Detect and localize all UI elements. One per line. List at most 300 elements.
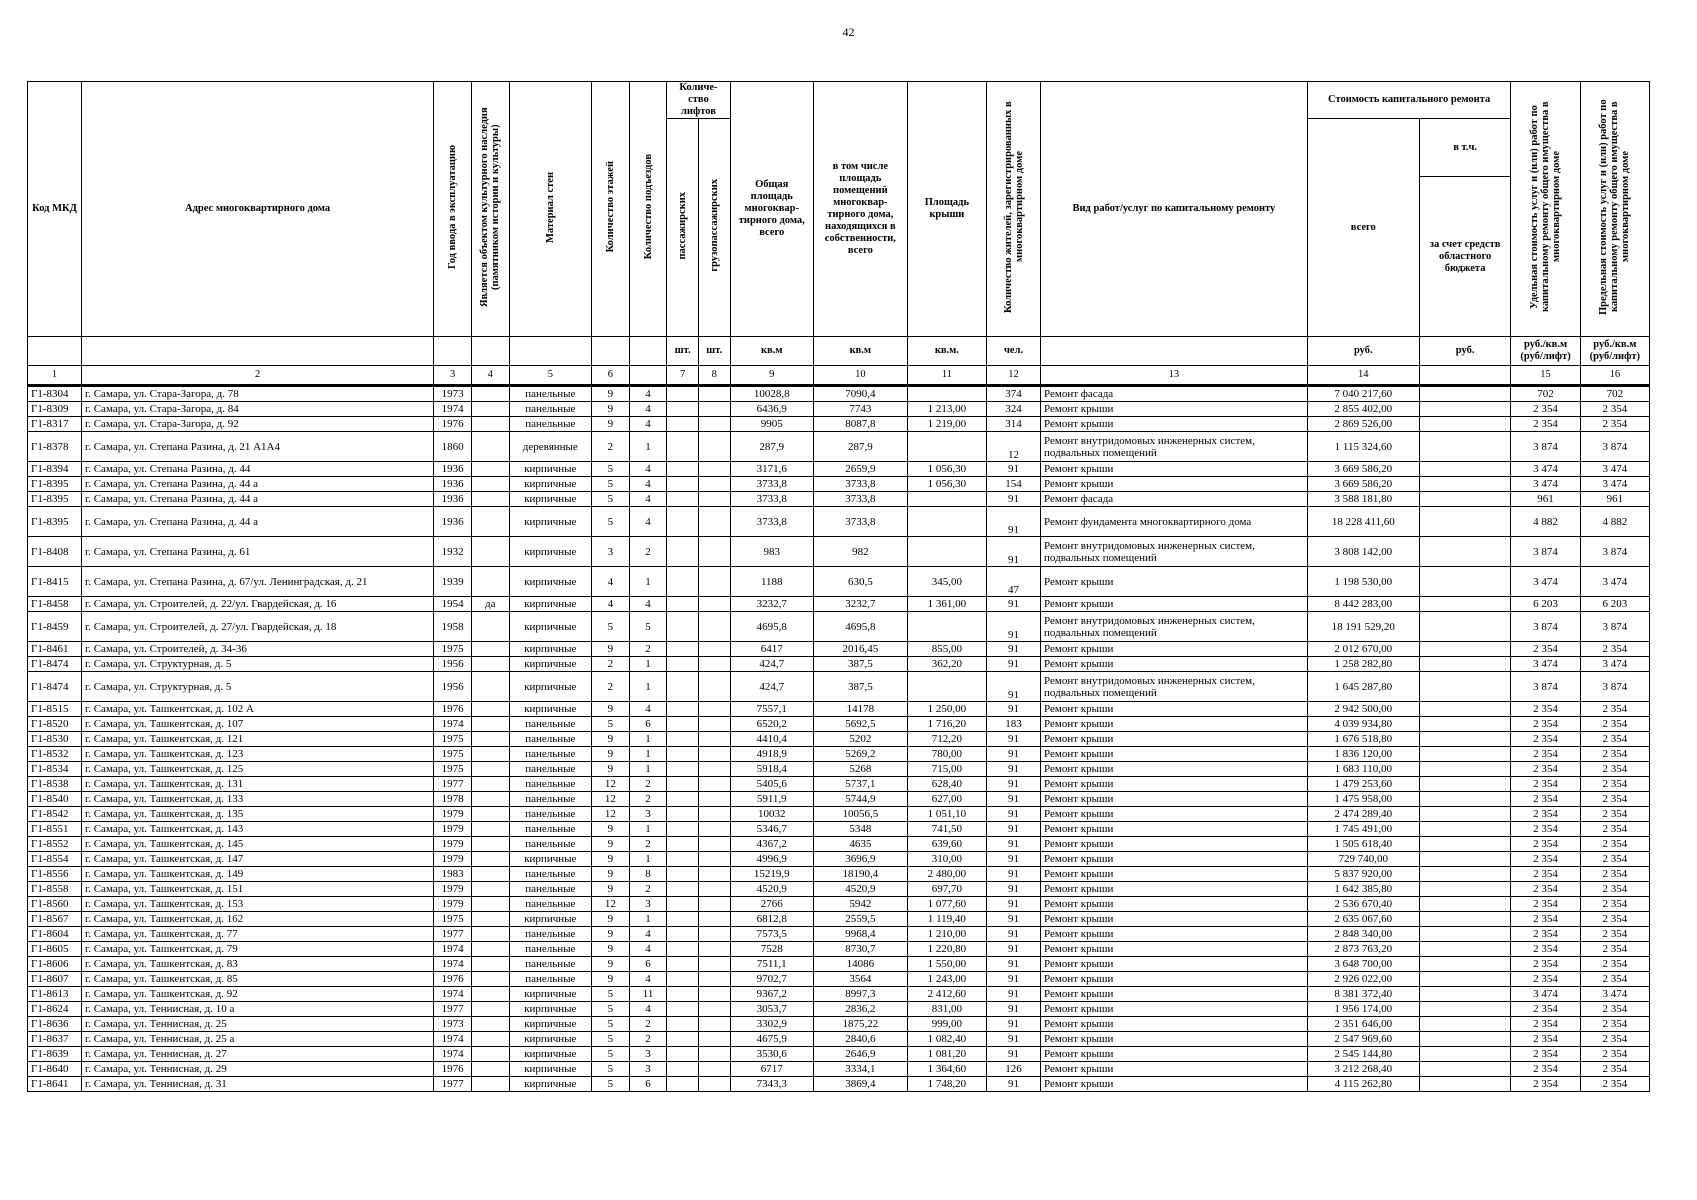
cell-roof-area: 1 219,00 bbox=[907, 417, 986, 432]
cell-year: 1958 bbox=[434, 612, 472, 642]
cell-year: 1977 bbox=[434, 1077, 472, 1092]
cell-unit-cost: 2 354 bbox=[1511, 747, 1580, 762]
cell-lifts-cargo bbox=[698, 567, 730, 597]
table-body bbox=[28, 386, 1650, 1092]
cell-lifts-passenger bbox=[667, 732, 699, 747]
cell-entrances: 4 bbox=[629, 972, 667, 987]
cell-wall-material: кирпичные bbox=[509, 657, 591, 672]
table-row bbox=[28, 477, 1650, 492]
cell-residents: 374 bbox=[987, 386, 1041, 402]
cell-work-type: Ремонт крыши bbox=[1041, 732, 1308, 747]
cell-code: Г1-8395 bbox=[28, 507, 82, 537]
cell-wall-material: кирпичные bbox=[509, 1017, 591, 1032]
cell-residents: 91 bbox=[987, 822, 1041, 837]
cell-work-type: Ремонт крыши bbox=[1041, 942, 1308, 957]
cell-residents: 91 bbox=[987, 837, 1041, 852]
cell-cost-regional bbox=[1419, 912, 1511, 927]
cell-entrances: 3 bbox=[629, 807, 667, 822]
cell-cost-regional bbox=[1419, 702, 1511, 717]
cell-floors: 9 bbox=[592, 702, 630, 717]
cell-floors: 5 bbox=[592, 1017, 630, 1032]
cell-entrances: 3 bbox=[629, 1047, 667, 1062]
cell-work-type: Ремонт крыши bbox=[1041, 657, 1308, 672]
cell-floors: 5 bbox=[592, 507, 630, 537]
cell-lifts-cargo bbox=[698, 927, 730, 942]
cell-address: г. Самара, ул. Ташкентская, д. 77 bbox=[81, 927, 433, 942]
cell-heritage bbox=[471, 612, 509, 642]
cell-total-area: 424,7 bbox=[730, 672, 813, 702]
cell-address: г. Самара, ул. Степана Разина, д. 44 а bbox=[81, 507, 433, 537]
cell-heritage bbox=[471, 672, 509, 702]
table-row bbox=[28, 837, 1650, 852]
cell-entrances: 4 bbox=[629, 402, 667, 417]
cell-cost-total: 4 115 262,80 bbox=[1307, 1077, 1419, 1092]
cell-total-area: 424,7 bbox=[730, 657, 813, 672]
cell-wall-material: кирпичные bbox=[509, 912, 591, 927]
cell-lifts-passenger bbox=[667, 657, 699, 672]
cell-code: Г1-8408 bbox=[28, 537, 82, 567]
cell-lifts-passenger bbox=[667, 567, 699, 597]
column-number: 15 bbox=[1511, 366, 1580, 386]
cell-total-area: 7528 bbox=[730, 942, 813, 957]
cell-lifts-cargo bbox=[698, 402, 730, 417]
cell-year: 1979 bbox=[434, 882, 472, 897]
cell-floors: 5 bbox=[592, 612, 630, 642]
column-number: 2 bbox=[81, 366, 433, 386]
cell-wall-material: панельные bbox=[509, 957, 591, 972]
cell-total-area: 4996,9 bbox=[730, 852, 813, 867]
cell-work-type: Ремонт крыши bbox=[1041, 597, 1308, 612]
header-cost-total: всего bbox=[1307, 119, 1419, 337]
cell-limit-cost: 2 354 bbox=[1580, 702, 1649, 717]
table-row bbox=[28, 492, 1650, 507]
cell-total-area: 6417 bbox=[730, 642, 813, 657]
cell-year: 1979 bbox=[434, 897, 472, 912]
header-floors: Количество этажей bbox=[592, 82, 630, 337]
table-row bbox=[28, 537, 1650, 567]
cell-total-area: 4918,9 bbox=[730, 747, 813, 762]
cell-cost-total: 1 258 282,80 bbox=[1307, 657, 1419, 672]
cell-code: Г1-8461 bbox=[28, 642, 82, 657]
table-row bbox=[28, 822, 1650, 837]
cell-roof-area bbox=[907, 537, 986, 567]
cell-address: г. Самара, ул. Ташкентская, д. 145 bbox=[81, 837, 433, 852]
cell-entrances: 2 bbox=[629, 537, 667, 567]
cell-limit-cost: 2 354 bbox=[1580, 1062, 1649, 1077]
cell-address: г. Самара, ул. Структурная, д. 5 bbox=[81, 672, 433, 702]
table-row bbox=[28, 462, 1650, 477]
cell-lifts-cargo bbox=[698, 417, 730, 432]
cell-floors: 9 bbox=[592, 822, 630, 837]
table-row bbox=[28, 1002, 1650, 1017]
cell-residents: 91 bbox=[987, 762, 1041, 777]
cell-lifts-cargo bbox=[698, 912, 730, 927]
cell-owned-area: 2836,2 bbox=[814, 1002, 908, 1017]
cell-limit-cost: 2 354 bbox=[1580, 927, 1649, 942]
cell-floors: 9 bbox=[592, 402, 630, 417]
cell-address: г. Самара, ул. Ташкентская, д. 153 bbox=[81, 897, 433, 912]
cell-heritage bbox=[471, 927, 509, 942]
cell-entrances: 2 bbox=[629, 642, 667, 657]
cell-residents: 91 bbox=[987, 1047, 1041, 1062]
cell-lifts-passenger bbox=[667, 927, 699, 942]
header-cost-incl: в т.ч. bbox=[1419, 119, 1511, 177]
cell-wall-material: панельные bbox=[509, 402, 591, 417]
cell-year: 1977 bbox=[434, 777, 472, 792]
cell-owned-area: 8730,7 bbox=[814, 942, 908, 957]
cell-work-type: Ремонт крыши bbox=[1041, 642, 1308, 657]
cell-code: Г1-8605 bbox=[28, 942, 82, 957]
cell-address: г. Самара, ул. Ташкентская, д. 107 bbox=[81, 717, 433, 732]
cell-code: Г1-8458 bbox=[28, 597, 82, 612]
cell-wall-material: кирпичные bbox=[509, 1047, 591, 1062]
cell-code: Г1-8636 bbox=[28, 1017, 82, 1032]
cell-heritage bbox=[471, 732, 509, 747]
cell-limit-cost: 3 474 bbox=[1580, 657, 1649, 672]
unit-residents: чел. bbox=[987, 337, 1041, 366]
cell-wall-material: панельные bbox=[509, 807, 591, 822]
cell-cost-regional bbox=[1419, 747, 1511, 762]
cell-code: Г1-8552 bbox=[28, 837, 82, 852]
cell-owned-area: 2659,9 bbox=[814, 462, 908, 477]
cell-address: г. Самара, ул. Строителей, д. 27/ул. Гвардейская, д. 18 bbox=[81, 612, 433, 642]
cell-unit-cost: 3 474 bbox=[1511, 462, 1580, 477]
cell-total-area: 3232,7 bbox=[730, 597, 813, 612]
cell-address: г. Самара, ул. Стара-Загора, д. 78 bbox=[81, 386, 433, 402]
cell-lifts-passenger bbox=[667, 972, 699, 987]
cell-year: 1932 bbox=[434, 537, 472, 567]
cell-work-type: Ремонт крыши bbox=[1041, 1062, 1308, 1077]
cell-unit-cost: 2 354 bbox=[1511, 642, 1580, 657]
header-lifts: Количе-ство лифтов bbox=[667, 82, 730, 119]
cell-limit-cost: 2 354 bbox=[1580, 1032, 1649, 1047]
cell-total-area: 3733,8 bbox=[730, 492, 813, 507]
cell-residents: 47 bbox=[987, 567, 1041, 597]
table-row bbox=[28, 957, 1650, 972]
cell-roof-area bbox=[907, 432, 986, 462]
cell-limit-cost: 2 354 bbox=[1580, 417, 1649, 432]
cell-year: 1975 bbox=[434, 732, 472, 747]
header-lifts-cargo: грузопассажирских bbox=[698, 119, 730, 337]
cell-address: г. Самара, ул. Ташкентская, д. 121 bbox=[81, 732, 433, 747]
cell-address: г. Самара, ул. Стара-Загора, д. 84 bbox=[81, 402, 433, 417]
cell-unit-cost: 2 354 bbox=[1511, 1017, 1580, 1032]
header-total-area: Общая площадь многоквар-тирного дома, всего bbox=[730, 82, 813, 337]
cell-work-type: Ремонт крыши bbox=[1041, 402, 1308, 417]
cell-year: 1976 bbox=[434, 702, 472, 717]
cell-work-type: Ремонт крыши bbox=[1041, 972, 1308, 987]
table-row bbox=[28, 717, 1650, 732]
cell-lifts-cargo bbox=[698, 492, 730, 507]
cell-owned-area: 5942 bbox=[814, 897, 908, 912]
cell-wall-material: кирпичные bbox=[509, 507, 591, 537]
cell-code: Г1-8641 bbox=[28, 1077, 82, 1092]
cell-lifts-cargo bbox=[698, 657, 730, 672]
cell-unit-cost: 2 354 bbox=[1511, 957, 1580, 972]
cell-wall-material: кирпичные bbox=[509, 672, 591, 702]
cell-work-type: Ремонт крыши bbox=[1041, 912, 1308, 927]
cell-cost-total: 1 836 120,00 bbox=[1307, 747, 1419, 762]
cell-work-type: Ремонт крыши bbox=[1041, 717, 1308, 732]
cell-unit-cost: 2 354 bbox=[1511, 762, 1580, 777]
cell-limit-cost: 2 354 bbox=[1580, 807, 1649, 822]
cell-limit-cost: 2 354 bbox=[1580, 972, 1649, 987]
cell-owned-area: 10056,5 bbox=[814, 807, 908, 822]
cell-wall-material: кирпичные bbox=[509, 702, 591, 717]
cell-heritage bbox=[471, 852, 509, 867]
cell-wall-material: кирпичные bbox=[509, 987, 591, 1002]
cell-heritage bbox=[471, 492, 509, 507]
cell-roof-area: 1 250,00 bbox=[907, 702, 986, 717]
cell-roof-area bbox=[907, 672, 986, 702]
cell-residents: 91 bbox=[987, 897, 1041, 912]
column-number: 16 bbox=[1580, 366, 1649, 386]
cell-work-type: Ремонт крыши bbox=[1041, 462, 1308, 477]
cell-roof-area: 310,00 bbox=[907, 852, 986, 867]
column-number: 14 bbox=[1307, 366, 1419, 386]
cell-cost-regional bbox=[1419, 386, 1511, 402]
cell-entrances: 4 bbox=[629, 492, 667, 507]
cell-residents: 91 bbox=[987, 537, 1041, 567]
cell-heritage bbox=[471, 957, 509, 972]
cell-lifts-cargo bbox=[698, 612, 730, 642]
cell-address: г. Самара, ул. Ташкентская, д. 79 bbox=[81, 942, 433, 957]
cell-owned-area: 387,5 bbox=[814, 657, 908, 672]
cell-year: 1974 bbox=[434, 402, 472, 417]
cell-heritage bbox=[471, 1017, 509, 1032]
cell-cost-regional bbox=[1419, 402, 1511, 417]
cell-owned-area: 5692,5 bbox=[814, 717, 908, 732]
cell-heritage bbox=[471, 462, 509, 477]
cell-owned-area: 7743 bbox=[814, 402, 908, 417]
cell-floors: 5 bbox=[592, 1002, 630, 1017]
header-limit-cost: Предельная стоимость услуг и (или) работ по капитальному ремонту общего имущества в многоквартирном доме bbox=[1580, 82, 1649, 337]
cell-limit-cost: 2 354 bbox=[1580, 402, 1649, 417]
cell-lifts-passenger bbox=[667, 942, 699, 957]
cell-unit-cost: 2 354 bbox=[1511, 882, 1580, 897]
cell-cost-total: 1 645 287,80 bbox=[1307, 672, 1419, 702]
cell-lifts-cargo bbox=[698, 642, 730, 657]
cell-address: г. Самара, ул. Ташкентская, д. 151 bbox=[81, 882, 433, 897]
cell-unit-cost: 702 bbox=[1511, 386, 1580, 402]
cell-heritage bbox=[471, 477, 509, 492]
cell-code: Г1-8637 bbox=[28, 1032, 82, 1047]
cell-unit-cost: 2 354 bbox=[1511, 927, 1580, 942]
cell-unit-cost: 3 474 bbox=[1511, 657, 1580, 672]
cell-residents: 91 bbox=[987, 777, 1041, 792]
cell-work-type: Ремонт фасада bbox=[1041, 386, 1308, 402]
cell-owned-area: 2559,5 bbox=[814, 912, 908, 927]
cell-residents: 126 bbox=[987, 1062, 1041, 1077]
cell-code: Г1-8538 bbox=[28, 777, 82, 792]
cell-limit-cost: 2 354 bbox=[1580, 837, 1649, 852]
cell-work-type: Ремонт крыши bbox=[1041, 807, 1308, 822]
cell-year: 1978 bbox=[434, 792, 472, 807]
column-number: 8 bbox=[698, 366, 730, 386]
cell-floors: 12 bbox=[592, 792, 630, 807]
cell-owned-area: 3334,1 bbox=[814, 1062, 908, 1077]
column-number: 9 bbox=[730, 366, 813, 386]
cell-lifts-cargo bbox=[698, 942, 730, 957]
header-lifts-passenger: пассажирских bbox=[667, 119, 699, 337]
cell-unit-cost: 2 354 bbox=[1511, 1047, 1580, 1062]
cell-work-type: Ремонт внутридомовых инженерных систем, подвальных помещений bbox=[1041, 432, 1308, 462]
cell-heritage bbox=[471, 717, 509, 732]
cell-floors: 9 bbox=[592, 942, 630, 957]
cell-owned-area: 8997,3 bbox=[814, 987, 908, 1002]
cell-roof-area: 831,00 bbox=[907, 1002, 986, 1017]
cell-entrances: 4 bbox=[629, 417, 667, 432]
cell-cost-total: 2 536 670,40 bbox=[1307, 897, 1419, 912]
cell-floors: 5 bbox=[592, 1047, 630, 1062]
cell-residents: 91 bbox=[987, 852, 1041, 867]
header-work-type: Вид работ/услуг по капитальному ремонту bbox=[1041, 82, 1308, 337]
cell-residents: 91 bbox=[987, 462, 1041, 477]
cell-lifts-cargo bbox=[698, 732, 730, 747]
cell-work-type: Ремонт фасада bbox=[1041, 492, 1308, 507]
cell-limit-cost: 2 354 bbox=[1580, 912, 1649, 927]
cell-address: г. Самара, ул. Ташкентская, д. 83 bbox=[81, 957, 433, 972]
cell-floors: 9 bbox=[592, 912, 630, 927]
cell-address: г. Самара, ул. Степана Разина, д. 61 bbox=[81, 537, 433, 567]
cell-residents: 91 bbox=[987, 972, 1041, 987]
cell-limit-cost: 2 354 bbox=[1580, 732, 1649, 747]
cell-address: г. Самара, ул. Строителей, д. 22/ул. Гвардейская, д. 16 bbox=[81, 597, 433, 612]
cell-work-type: Ремонт крыши bbox=[1041, 1077, 1308, 1092]
cell-lifts-passenger bbox=[667, 1062, 699, 1077]
cell-lifts-cargo bbox=[698, 897, 730, 912]
cell-heritage bbox=[471, 762, 509, 777]
cell-heritage bbox=[471, 537, 509, 567]
table-row bbox=[28, 672, 1650, 702]
unit-entrances bbox=[629, 337, 667, 366]
cell-cost-total: 3 648 700,00 bbox=[1307, 957, 1419, 972]
cell-year: 1977 bbox=[434, 927, 472, 942]
cell-owned-area: 3869,4 bbox=[814, 1077, 908, 1092]
cell-limit-cost: 4 882 bbox=[1580, 507, 1649, 537]
cell-cost-total: 2 848 340,00 bbox=[1307, 927, 1419, 942]
table-row bbox=[28, 1047, 1650, 1062]
cell-lifts-passenger bbox=[667, 462, 699, 477]
table-row bbox=[28, 912, 1650, 927]
cell-residents: 91 bbox=[987, 792, 1041, 807]
cell-address: г. Самара, ул. Ташкентская, д. 85 bbox=[81, 972, 433, 987]
cell-heritage bbox=[471, 882, 509, 897]
unit-wall bbox=[509, 337, 591, 366]
cell-year: 1936 bbox=[434, 477, 472, 492]
cell-wall-material: панельные bbox=[509, 972, 591, 987]
cell-heritage bbox=[471, 507, 509, 537]
cell-wall-material: кирпичные bbox=[509, 1077, 591, 1092]
cell-lifts-passenger bbox=[667, 432, 699, 462]
cell-residents: 91 bbox=[987, 642, 1041, 657]
cell-total-area: 5346,7 bbox=[730, 822, 813, 837]
cell-lifts-passenger bbox=[667, 537, 699, 567]
cell-unit-cost: 2 354 bbox=[1511, 1077, 1580, 1092]
cell-cost-total: 7 040 217,60 bbox=[1307, 386, 1419, 402]
cell-lifts-passenger bbox=[667, 822, 699, 837]
cell-owned-area: 4695,8 bbox=[814, 612, 908, 642]
cell-year: 1976 bbox=[434, 1062, 472, 1077]
cell-lifts-passenger bbox=[667, 672, 699, 702]
cell-code: Г1-8607 bbox=[28, 972, 82, 987]
cell-roof-area: 627,00 bbox=[907, 792, 986, 807]
cell-limit-cost: 961 bbox=[1580, 492, 1649, 507]
table-row bbox=[28, 897, 1650, 912]
cell-floors: 3 bbox=[592, 537, 630, 567]
column-number: 10 bbox=[814, 366, 908, 386]
cell-cost-regional bbox=[1419, 837, 1511, 852]
cell-total-area: 6717 bbox=[730, 1062, 813, 1077]
cell-total-area: 1188 bbox=[730, 567, 813, 597]
cell-work-type: Ремонт крыши bbox=[1041, 747, 1308, 762]
cell-residents: 91 bbox=[987, 702, 1041, 717]
cell-total-area: 3302,9 bbox=[730, 1017, 813, 1032]
cell-lifts-passenger bbox=[667, 386, 699, 402]
cell-code: Г1-8415 bbox=[28, 567, 82, 597]
cell-wall-material: кирпичные bbox=[509, 1002, 591, 1017]
cell-wall-material: кирпичные bbox=[509, 1032, 591, 1047]
cell-address: г. Самара, ул. Степана Разина, д. 44 а bbox=[81, 492, 433, 507]
cell-wall-material: кирпичные bbox=[509, 462, 591, 477]
cell-residents: 91 bbox=[987, 1077, 1041, 1092]
cell-limit-cost: 2 354 bbox=[1580, 897, 1649, 912]
cell-total-area: 4695,8 bbox=[730, 612, 813, 642]
cell-year: 1977 bbox=[434, 1002, 472, 1017]
cell-code: Г1-8474 bbox=[28, 657, 82, 672]
cell-lifts-cargo bbox=[698, 957, 730, 972]
cell-cost-total: 18 228 411,60 bbox=[1307, 507, 1419, 537]
header-roof-area: Площадь крыши bbox=[907, 82, 986, 337]
cell-lifts-passenger bbox=[667, 837, 699, 852]
cell-code: Г1-8309 bbox=[28, 402, 82, 417]
cell-lifts-passenger bbox=[667, 1077, 699, 1092]
cell-cost-regional bbox=[1419, 597, 1511, 612]
cell-limit-cost: 2 354 bbox=[1580, 957, 1649, 972]
cell-floors: 9 bbox=[592, 732, 630, 747]
cell-address: г. Самара, ул. Теннисная, д. 25 а bbox=[81, 1032, 433, 1047]
cell-lifts-cargo bbox=[698, 807, 730, 822]
cell-heritage bbox=[471, 837, 509, 852]
cell-address: г. Самара, ул. Степана Разина, д. 21 А1А4 bbox=[81, 432, 433, 462]
cell-entrances: 4 bbox=[629, 477, 667, 492]
cell-cost-total: 2 635 067,60 bbox=[1307, 912, 1419, 927]
cell-code: Г1-8551 bbox=[28, 822, 82, 837]
cell-entrances: 6 bbox=[629, 1077, 667, 1092]
cell-floors: 9 bbox=[592, 642, 630, 657]
cell-floors: 2 bbox=[592, 432, 630, 462]
cell-limit-cost: 2 354 bbox=[1580, 762, 1649, 777]
cell-lifts-passenger bbox=[667, 477, 699, 492]
cell-code: Г1-8459 bbox=[28, 612, 82, 642]
cell-cost-regional bbox=[1419, 807, 1511, 822]
cell-unit-cost: 2 354 bbox=[1511, 702, 1580, 717]
cell-work-type: Ремонт крыши bbox=[1041, 957, 1308, 972]
unit-year bbox=[434, 337, 472, 366]
cell-owned-area: 5269,2 bbox=[814, 747, 908, 762]
cell-residents: 91 bbox=[987, 597, 1041, 612]
cell-lifts-cargo bbox=[698, 1032, 730, 1047]
cell-work-type: Ремонт крыши bbox=[1041, 1017, 1308, 1032]
header-owned-area: в том числе площадь помещений многоквар-тирного дома, находящихся в собственности, всего bbox=[814, 82, 908, 337]
cell-entrances: 4 bbox=[629, 597, 667, 612]
cell-total-area: 5918,4 bbox=[730, 762, 813, 777]
cell-entrances: 2 bbox=[629, 1017, 667, 1032]
cell-cost-total: 1 505 618,40 bbox=[1307, 837, 1419, 852]
cell-cost-total: 1 115 324,60 bbox=[1307, 432, 1419, 462]
cell-work-type: Ремонт крыши bbox=[1041, 417, 1308, 432]
cell-wall-material: кирпичные bbox=[509, 567, 591, 597]
